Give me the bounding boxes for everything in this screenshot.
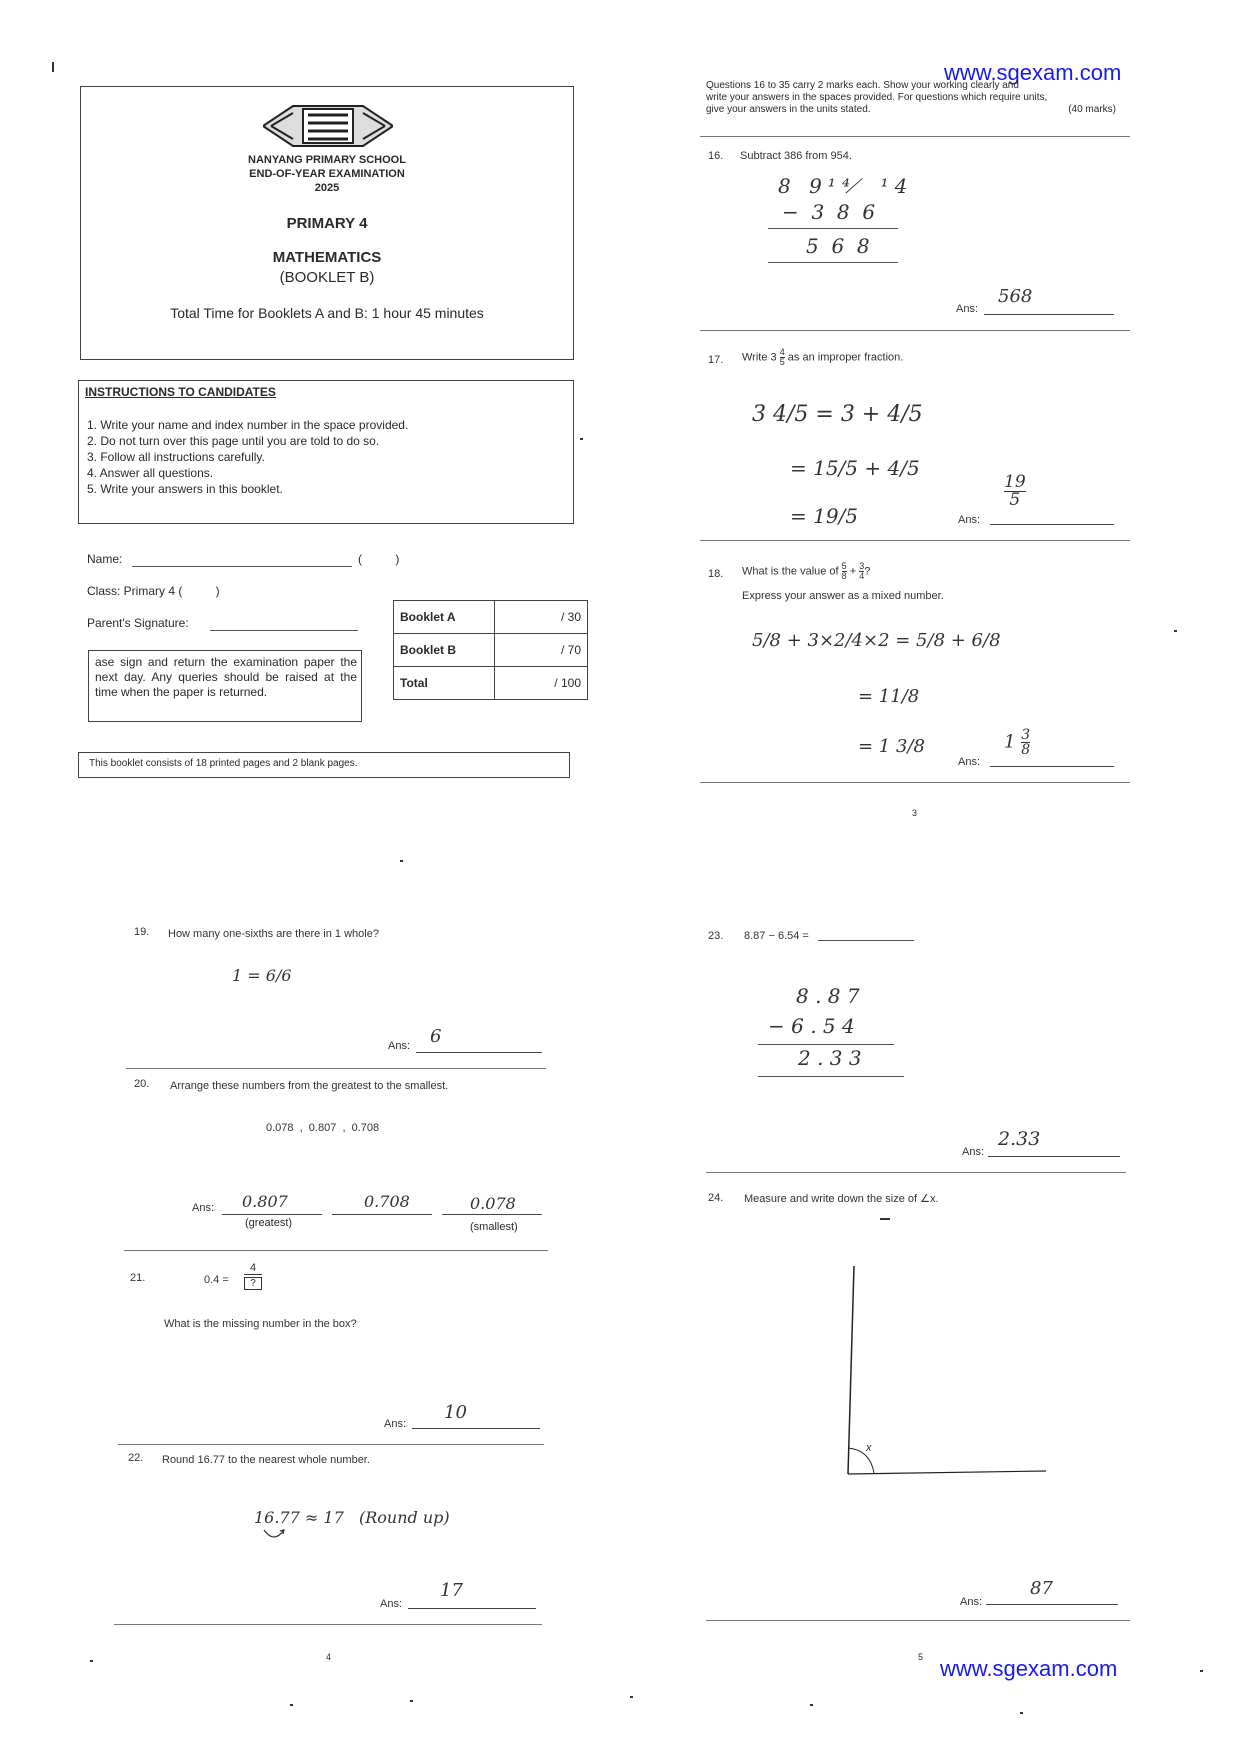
question-number: 24. bbox=[708, 1192, 724, 1204]
ans-label: Ans: bbox=[958, 756, 981, 768]
answer-value[interactable]: 6 bbox=[430, 1026, 442, 1047]
scan-noise bbox=[1020, 1712, 1023, 1714]
ans-label: Ans: bbox=[960, 1596, 983, 1608]
table-row bbox=[394, 667, 588, 700]
question-text-part: as an improper fraction. bbox=[787, 351, 904, 364]
working-line bbox=[758, 1076, 904, 1077]
handwritten-work: 5/8 + 3×2/4×2 = 5/8 + 6/8 bbox=[752, 630, 1001, 651]
section-line: write your answers in the spaces provided. For questions which require units, bbox=[706, 92, 1048, 103]
total-time: Total Time for Booklets A and B: 1 hour 45 minutes bbox=[170, 305, 484, 321]
question-text: Round 16.77 to the nearest whole number. bbox=[162, 1454, 370, 1466]
instructions-box bbox=[78, 380, 574, 524]
fraction-denominator: 8 bbox=[841, 571, 847, 581]
handwritten-work: 3 4/5 = 3 + 4/5 bbox=[752, 402, 923, 427]
answer-value[interactable] bbox=[1004, 474, 1026, 509]
ans-label: Ans: bbox=[956, 303, 979, 315]
name-line[interactable] bbox=[132, 566, 352, 567]
handwritten-work: 16.77 ≈ 17 (Round up) bbox=[254, 1508, 450, 1527]
question-text: Measure and write down the size of ∠x. bbox=[744, 1193, 939, 1205]
answer-whole: 1 bbox=[1004, 731, 1016, 753]
divider bbox=[706, 1172, 1126, 1173]
divider bbox=[706, 1620, 1130, 1621]
question-text: Express your answer as a mixed number. bbox=[742, 590, 944, 602]
question-number: 22. bbox=[128, 1452, 144, 1464]
answer-value[interactable]: 10 bbox=[444, 1402, 467, 1423]
scan-noise bbox=[880, 1218, 890, 1220]
booklet-title: (BOOKLET B) bbox=[279, 269, 375, 286]
handwritten-work: 2 . 3 3 bbox=[798, 1046, 862, 1070]
equation-left: 0.4 = bbox=[204, 1274, 229, 1286]
ans-label: Ans: bbox=[962, 1146, 985, 1158]
fraction bbox=[244, 1262, 262, 1290]
answer-line bbox=[990, 766, 1114, 767]
score-table bbox=[393, 600, 588, 700]
ans-label: Ans: bbox=[192, 1202, 215, 1214]
fraction-numerator: 3 bbox=[859, 561, 865, 571]
answer-denominator: 8 bbox=[1021, 742, 1031, 758]
answer-line bbox=[442, 1214, 542, 1215]
exam-year: 2025 bbox=[314, 182, 340, 194]
instruction-item: 3. Follow all instructions carefully. bbox=[87, 450, 265, 464]
instruction-item: 5. Write your answers in this booklet. bbox=[87, 482, 283, 496]
answer-numerator: 19 bbox=[1004, 472, 1026, 492]
fraction-denominator: 4 bbox=[859, 571, 865, 581]
handwritten-work: = 11/8 bbox=[858, 686, 920, 707]
scan-noise bbox=[580, 438, 583, 440]
divider bbox=[700, 330, 1130, 331]
level-title: PRIMARY 4 bbox=[286, 215, 368, 232]
answer-value[interactable]: 0.708 bbox=[364, 1192, 410, 1211]
cover-box bbox=[80, 86, 574, 360]
school-name: NANYANG PRIMARY SCHOOL bbox=[248, 154, 406, 166]
answer-denominator: 5 bbox=[1004, 491, 1026, 509]
divider bbox=[124, 1250, 548, 1251]
answer-line bbox=[416, 1052, 542, 1053]
score-value: / 100 bbox=[495, 667, 588, 700]
answer-value[interactable]: 0.807 bbox=[242, 1192, 288, 1211]
fraction-denominator: 5 bbox=[779, 357, 785, 367]
answer-line bbox=[984, 314, 1114, 315]
question-text: Arrange these numbers from the greatest to the smallest. bbox=[170, 1080, 449, 1092]
missing-box: ? bbox=[244, 1277, 262, 1290]
subject-title: MATHEMATICS bbox=[272, 249, 382, 266]
instruction-item: 1. Write your name and index number in the space provided. bbox=[87, 418, 409, 432]
question-number: 21. bbox=[130, 1272, 146, 1284]
score-value: / 30 bbox=[495, 601, 588, 634]
angle-label: x bbox=[866, 1442, 872, 1454]
instruction-item: 2. Do not turn over this page until you are told to do so. bbox=[87, 434, 380, 448]
divider bbox=[700, 136, 1130, 137]
question-number: 17. bbox=[708, 354, 724, 366]
watermark-link[interactable]: www.sgexam.com bbox=[940, 1656, 1118, 1681]
answer-line bbox=[986, 1604, 1118, 1605]
page-number: 4 bbox=[326, 1652, 332, 1662]
scan-noise bbox=[810, 1704, 813, 1706]
answer-line bbox=[412, 1428, 540, 1429]
question-text: What is the value of $\frac{5}{8}$ + $\frac{3}{4}$ ? bbox=[742, 561, 871, 581]
scan-noise bbox=[290, 1704, 293, 1706]
scan-noise bbox=[410, 1700, 413, 1702]
ans-label: Ans: bbox=[388, 1040, 411, 1052]
numbers-list: 0.078 , 0.807 , 0.708 bbox=[266, 1122, 380, 1134]
working-line bbox=[768, 262, 898, 263]
divider bbox=[700, 540, 1130, 541]
question-text: How many one-sixths are there in 1 whole? bbox=[168, 928, 379, 940]
handwritten-work: − 3 8 6 bbox=[782, 200, 876, 224]
question-text-part: What is the value of bbox=[742, 565, 839, 578]
divider bbox=[126, 1068, 546, 1069]
score-label: Total bbox=[394, 667, 495, 700]
scan-noise bbox=[1200, 1670, 1203, 1672]
handwritten-work: 5 6 8 bbox=[806, 234, 870, 258]
page-number: 5 bbox=[918, 1652, 924, 1662]
answer-value[interactable] bbox=[1004, 728, 1030, 757]
section-instructions bbox=[706, 80, 1126, 116]
name-label: Name: bbox=[87, 552, 123, 566]
handwritten-work: 8 . 8 7 bbox=[796, 984, 860, 1008]
handwritten-work: = 1 3/8 bbox=[858, 736, 925, 757]
answer-value[interactable]: 2.33 bbox=[998, 1128, 1041, 1150]
fraction-numerator: 5 bbox=[841, 561, 847, 571]
parent-signature-label: Parent's Signature: bbox=[87, 616, 189, 630]
page-number: 3 bbox=[912, 808, 918, 818]
class-field[interactable]: Class: Primary 4 ( ) bbox=[87, 584, 220, 598]
score-value: / 70 bbox=[495, 634, 588, 667]
section-line: give your answers in the units stated. bbox=[706, 104, 871, 115]
exam-name: END-OF-YEAR EXAMINATION bbox=[249, 168, 405, 180]
scan-noise bbox=[630, 1696, 633, 1698]
instructions-title: INSTRUCTIONS TO CANDIDATES bbox=[85, 385, 276, 399]
handwritten-work: 1 = 6/6 bbox=[232, 966, 292, 985]
question-number: 19. bbox=[134, 926, 150, 938]
answer-value[interactable]: 87 bbox=[1030, 1578, 1053, 1599]
scan-noise bbox=[52, 62, 54, 72]
question-number: 18. bbox=[708, 568, 724, 580]
question-text-part: Write 3 bbox=[742, 351, 777, 364]
section-line: Questions 16 to 35 carry 2 marks each. Show your working clearly and bbox=[706, 80, 1019, 91]
answer-line bbox=[990, 524, 1114, 525]
divider bbox=[114, 1624, 542, 1625]
school-crest-logo bbox=[263, 101, 393, 151]
parent-signature-line[interactable] bbox=[210, 630, 358, 631]
handwritten-work: = 15/5 + 4/5 bbox=[790, 456, 920, 480]
scan-noise bbox=[90, 1660, 93, 1662]
pages-note-box bbox=[78, 752, 570, 778]
working-line bbox=[758, 1044, 894, 1045]
question-number: 23. bbox=[708, 930, 724, 942]
question-number: 16. bbox=[708, 150, 724, 162]
ans-label: Ans: bbox=[384, 1418, 407, 1430]
question-text: What is the missing number in the box? bbox=[164, 1318, 357, 1330]
index-number-field[interactable]: ( ) bbox=[358, 552, 400, 566]
question-text: Subtract 386 from 954. bbox=[740, 150, 852, 162]
notice-text: ase sign and return the examination paper the next day. Any queries should be raised at the time when the paper is returned. bbox=[95, 655, 357, 699]
answer-value[interactable]: 17 bbox=[440, 1580, 463, 1601]
ans-label: Ans: bbox=[958, 514, 981, 526]
table-row bbox=[394, 634, 588, 667]
instruction-item: 4. Answer all questions. bbox=[87, 466, 214, 480]
question-number: 20. bbox=[134, 1078, 150, 1090]
answer-line bbox=[408, 1608, 536, 1609]
scan-noise bbox=[1174, 630, 1177, 632]
fraction-numerator: 4 bbox=[244, 1262, 262, 1275]
table-row bbox=[394, 601, 588, 634]
answer-value[interactable]: 568 bbox=[998, 286, 1033, 307]
answer-line bbox=[222, 1214, 322, 1215]
watermark-link[interactable]: www.sgexam.com bbox=[944, 60, 1122, 85]
rounding-arrow-icon bbox=[262, 1528, 288, 1542]
handwritten-work: − 6 . 5 4 bbox=[768, 1014, 855, 1038]
handwritten-work: 8 9¹⁴ ̸ ¹4 bbox=[778, 174, 914, 198]
working-line bbox=[768, 228, 898, 229]
answer-line bbox=[988, 1156, 1120, 1157]
blank-line bbox=[818, 940, 914, 941]
score-label: Booklet B bbox=[394, 634, 495, 667]
pages-note: This booklet consists of 18 printed pages and 2 blank pages. bbox=[89, 758, 358, 769]
smallest-label: (smallest) bbox=[470, 1221, 518, 1233]
section-marks: (40 marks) bbox=[1068, 104, 1116, 115]
answer-value[interactable]: 0.078 bbox=[470, 1194, 516, 1213]
answer-line bbox=[332, 1214, 432, 1215]
question-text bbox=[742, 348, 903, 367]
score-label: Booklet A bbox=[394, 601, 495, 634]
scan-noise bbox=[400, 860, 403, 862]
greatest-label: (greatest) bbox=[245, 1217, 293, 1229]
fraction-numerator: 4 bbox=[779, 347, 785, 357]
divider bbox=[700, 782, 1130, 783]
handwritten-work: = 19/5 bbox=[790, 504, 859, 528]
answer-numerator: 3 bbox=[1021, 727, 1031, 743]
question-text: 8.87 − 6.54 = bbox=[744, 930, 812, 942]
divider bbox=[118, 1444, 544, 1445]
ans-label: Ans: bbox=[380, 1598, 403, 1610]
notice-box bbox=[88, 650, 362, 722]
